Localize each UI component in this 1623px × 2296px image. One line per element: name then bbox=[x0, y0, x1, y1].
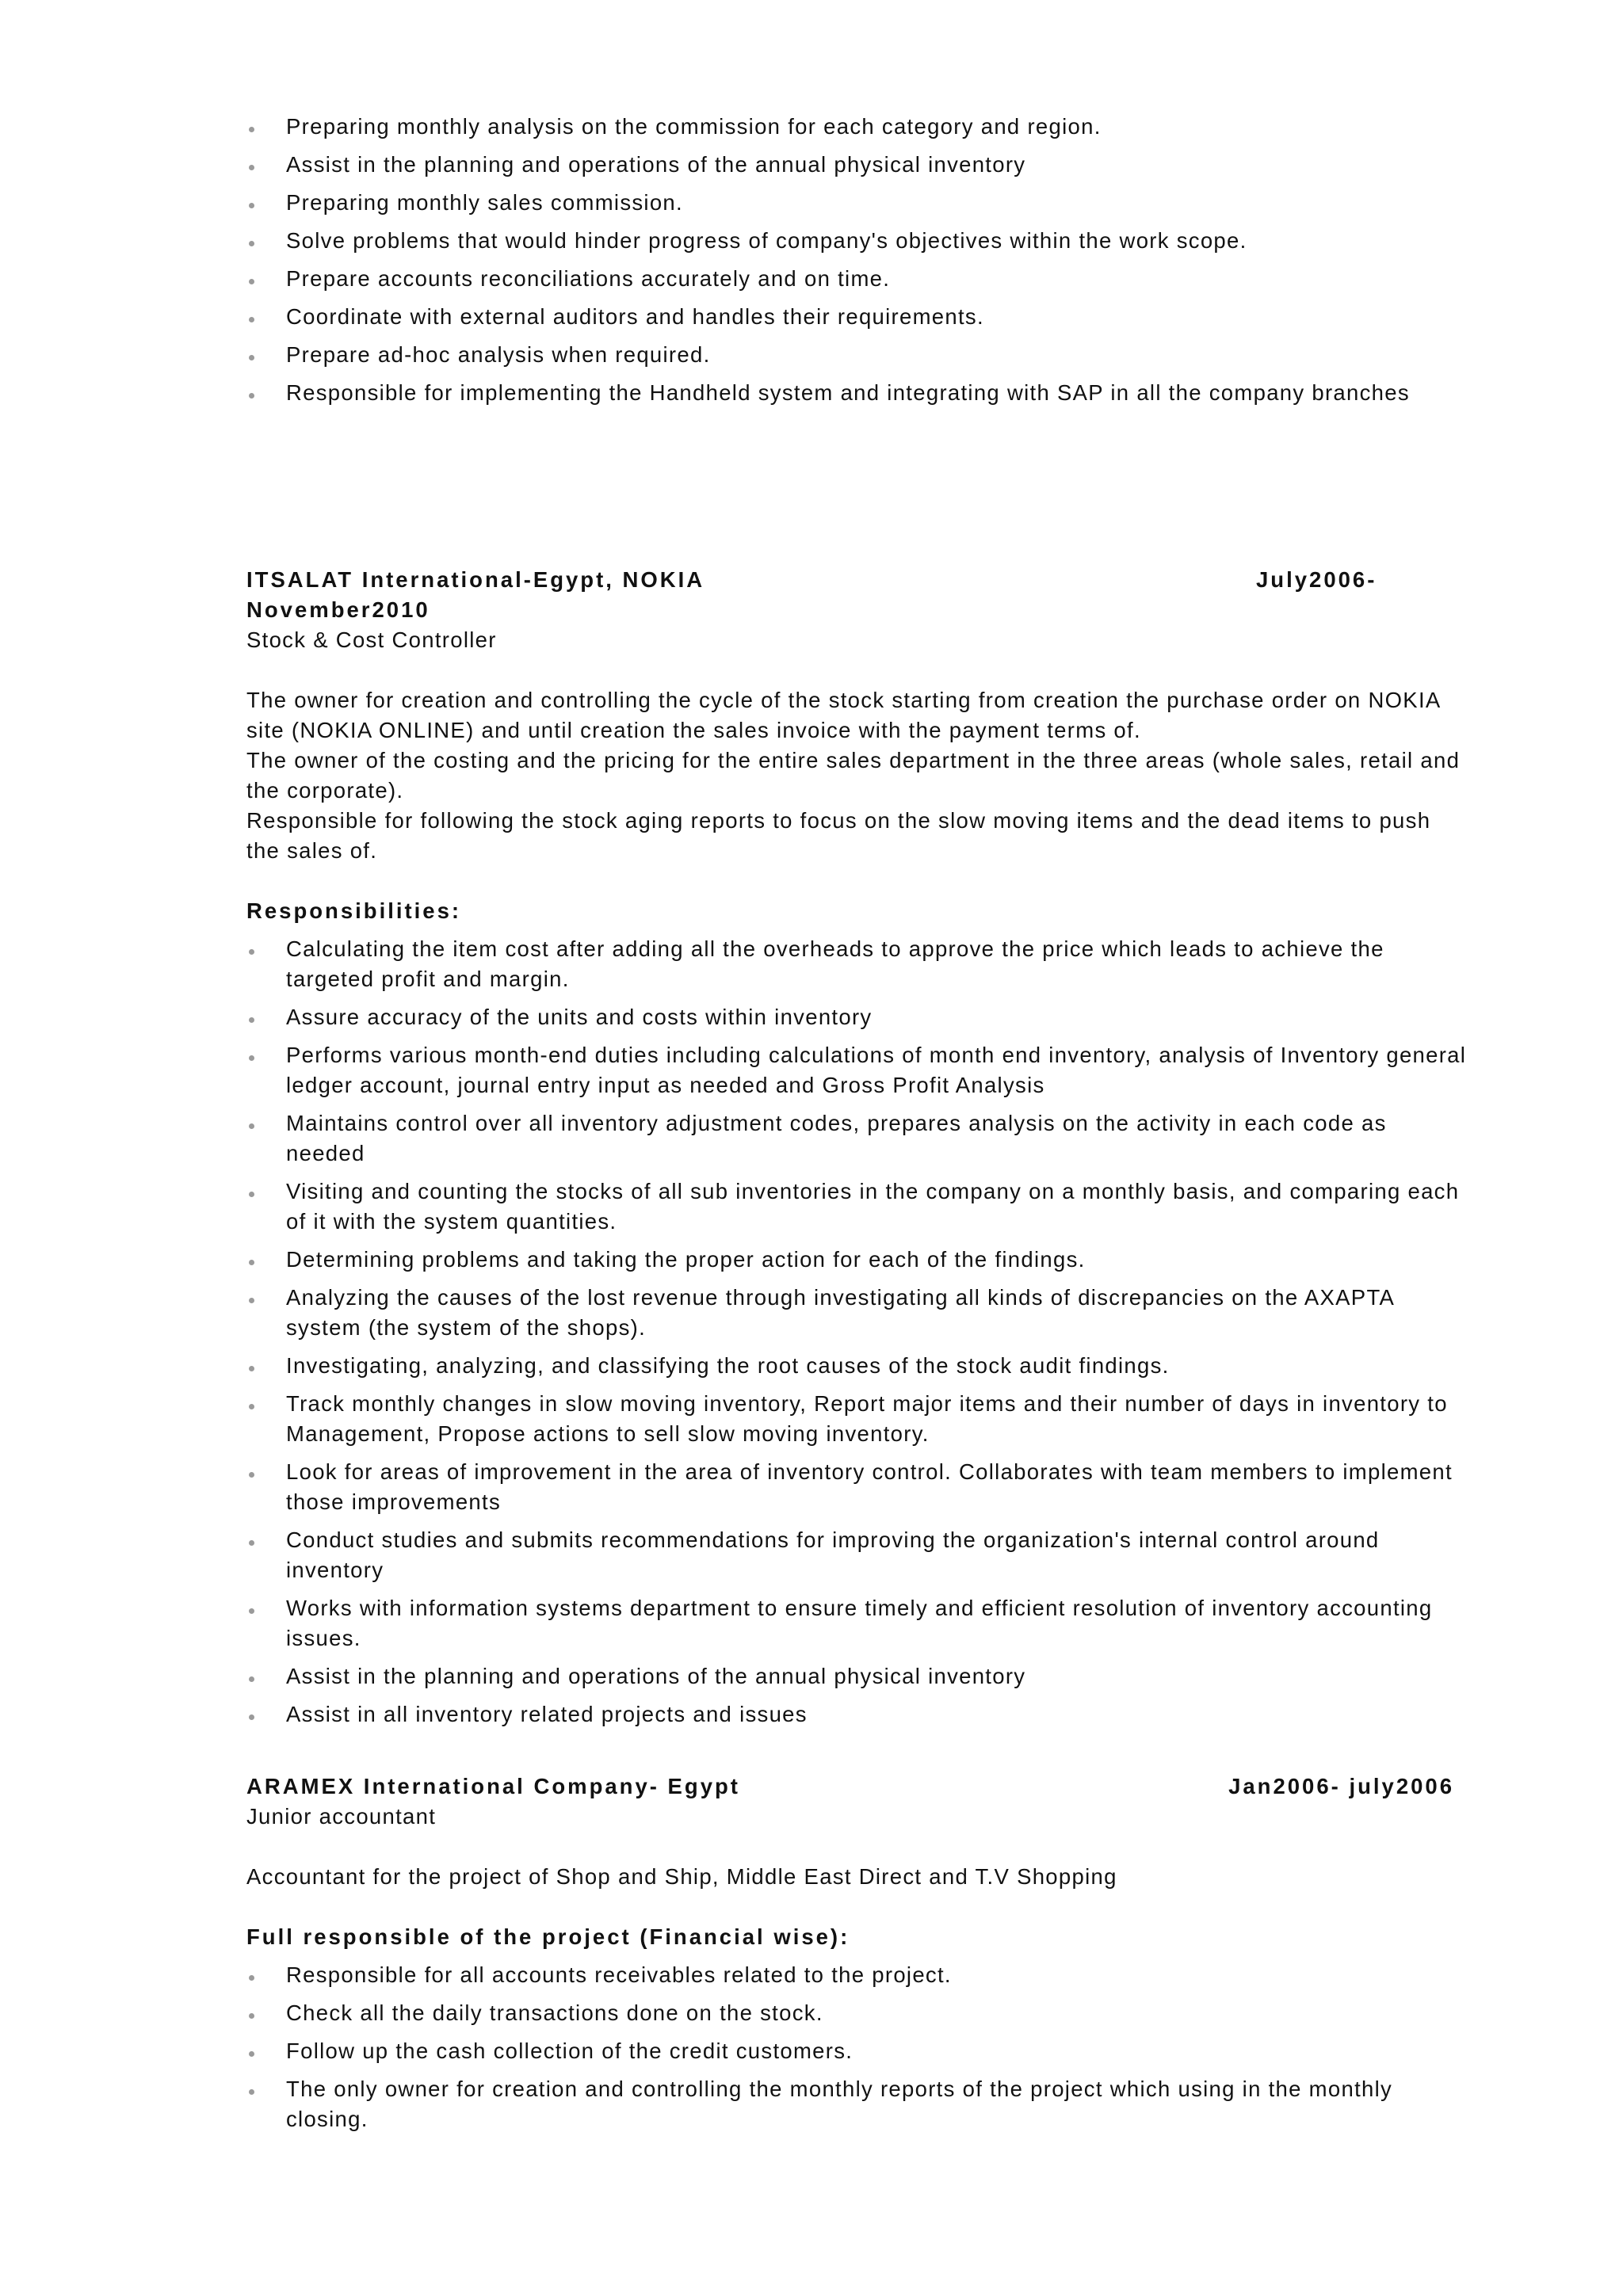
summary-paragraph: The owner of the costing and the pricing for the entire sales department in the three areas (whole sales, retail and the corporate). bbox=[246, 748, 1461, 803]
list-item: Maintains control over all inventory adjustment codes, prepares analysis on the activity in each code as needed bbox=[246, 1108, 1467, 1169]
list-item: Conduct studies and submits recommendations for improving the organization's internal control around inventory bbox=[246, 1525, 1467, 1585]
list-item: Responsible for implementing the Handheld system and integrating with SAP in all the company branches bbox=[246, 378, 1467, 408]
list-item: Assure accuracy of the units and costs within inventory bbox=[246, 1002, 1467, 1032]
list-item: Visiting and counting the stocks of all sub inventories in the company on a monthly basis, and comparing each of it with the system quantities. bbox=[246, 1177, 1467, 1237]
date-start: July2006- bbox=[1256, 567, 1377, 592]
list-item: The only owner for creation and controlling the monthly reports of the project which using in the monthly closing. bbox=[246, 2074, 1467, 2134]
list-item: Analyzing the causes of the lost revenue through investigating all kinds of discrepancies on the AXAPTA system (the system of the shops). bbox=[246, 1283, 1467, 1343]
summary-paragraph: The owner for creation and controlling the cycle of the stock starting from creation the purchase order on NOKIA site (NOKIA ONLINE) and until creation the sales invoice with the payment terms of. bbox=[246, 688, 1441, 742]
job-title: Junior accountant bbox=[246, 1804, 437, 1829]
responsibilities-heading: Responsibilities: bbox=[246, 898, 462, 923]
employer-line bbox=[246, 565, 1467, 595]
list-item: Track monthly changes in slow moving inventory, Report major items and their number of days in inventory to Management, Propose actions to sell slow moving inventory. bbox=[246, 1389, 1467, 1449]
list-item: Prepare ad-hoc analysis when required. bbox=[246, 340, 1467, 370]
previous-job-responsibilities bbox=[246, 112, 1467, 416]
list-item: Assist in the planning and operations of the annual physical inventory bbox=[246, 150, 1467, 180]
bullet-list bbox=[246, 112, 1467, 408]
job-summary: Accountant for the project of Shop and Ship, Middle East Direct and T.V Shopping bbox=[246, 1864, 1117, 1889]
job-dates: Jan2006- july2006 bbox=[1228, 1774, 1454, 1798]
list-item: Assist in the planning and operations of the annual physical inventory bbox=[246, 1661, 1467, 1691]
list-item: Preparing monthly analysis on the commission for each category and region. bbox=[246, 112, 1467, 142]
list-item: Works with information systems department to ensure timely and efficient resolution of inventory accounting issues. bbox=[246, 1593, 1467, 1653]
summary-paragraph: Responsible for following the stock aging reports to focus on the slow moving items and the dead items to push the sales of. bbox=[246, 808, 1431, 863]
list-item: Calculating the item cost after adding all the overheads to approve the price which leads to achieve the targeted profit and margin. bbox=[246, 934, 1467, 994]
date-end: November2010 bbox=[246, 597, 430, 622]
list-item: Look for areas of improvement in the area of inventory control. Collaborates with team members to implement those improvements bbox=[246, 1457, 1467, 1517]
employer-name: ITSALAT International-Egypt, NOKIA bbox=[246, 567, 705, 592]
job-aramex-section bbox=[246, 1772, 1467, 2142]
list-item: Follow up the cash collection of the credit customers. bbox=[246, 2036, 1467, 2066]
list-item: Investigating, analyzing, and classifying the root causes of the stock audit findings. bbox=[246, 1351, 1467, 1381]
list-item: Preparing monthly sales commission. bbox=[246, 188, 1467, 218]
list-item: Performs various month-end duties including calculations of month end inventory, analysis of Inventory general ledger account, journal entry input as needed and Gross Profit Analysis bbox=[246, 1040, 1467, 1100]
responsibilities-list bbox=[246, 1960, 1467, 2134]
employer-name: ARAMEX International Company- Egypt bbox=[246, 1774, 740, 1798]
responsibilities-heading: Full responsible of the project (Financial wise): bbox=[246, 1924, 850, 1949]
list-item: Check all the daily transactions done on the stock. bbox=[246, 1998, 1467, 2028]
employer-line bbox=[246, 1772, 1467, 1802]
job-itsalat-section bbox=[246, 565, 1467, 1737]
list-item: Responsible for all accounts receivables related to the project. bbox=[246, 1960, 1467, 1990]
job-summary bbox=[246, 685, 1467, 866]
job-title: Stock & Cost Controller bbox=[246, 627, 497, 652]
list-item: Coordinate with external auditors and handles their requirements. bbox=[246, 302, 1467, 332]
list-item: Solve problems that would hinder progress of company's objectives within the work scope. bbox=[246, 226, 1467, 256]
list-item: Prepare accounts reconciliations accurately and on time. bbox=[246, 264, 1467, 294]
list-item: Determining problems and taking the proper action for each of the findings. bbox=[246, 1245, 1467, 1275]
responsibilities-list bbox=[246, 934, 1467, 1730]
list-item: Assist in all inventory related projects and issues bbox=[246, 1699, 1467, 1730]
